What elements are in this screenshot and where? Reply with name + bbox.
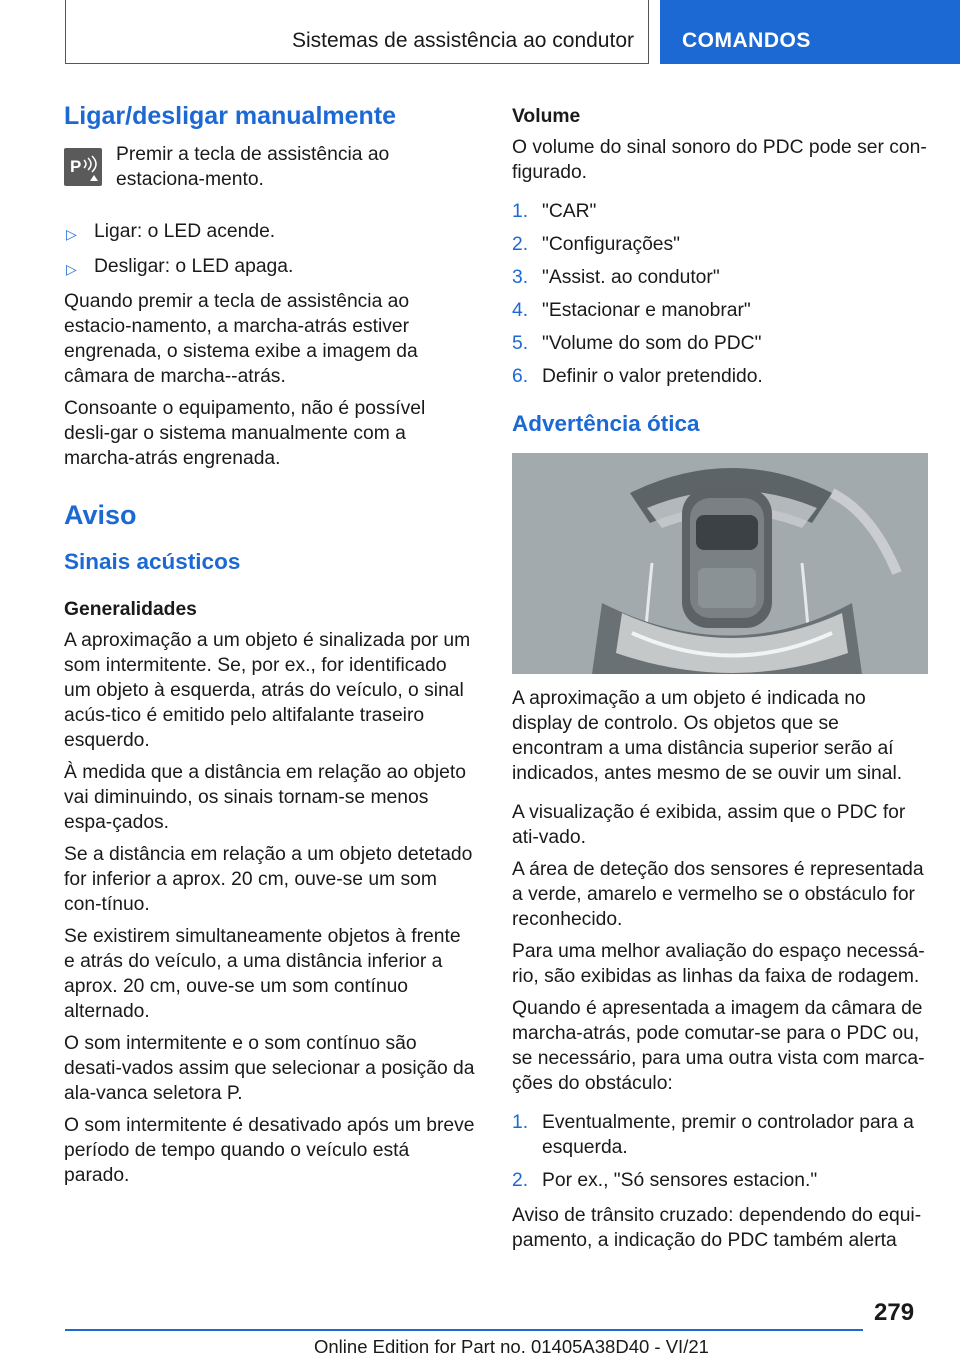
volume-steps xyxy=(512,199,928,389)
svg-text:P: P xyxy=(70,157,82,176)
led-list xyxy=(64,219,476,282)
chapter-tab-label: COMANDOS xyxy=(682,29,811,52)
list-item: 5. "Volume do som do PDC" xyxy=(512,333,762,354)
paragraph: A área de deteção dos sensores é representada a verde, amarelo e vermelho se o obstáculo for reconhecido. xyxy=(512,859,924,930)
paragraph: Se existirem simultaneamente objetos à frente e atrás do veículo, a uma distância inferior a aprox. 20 cm, ouve-se um som contínuo alternado. xyxy=(64,926,461,1022)
paragraph: A aproximação a um objeto é sinalizada por um som intermitente. Se, por ex., for identificado um objeto à esquerda, atrás do veículo, o sinal acús-tico é emitido pelo altifalante traseiro esquerdo. xyxy=(64,630,471,751)
right-column xyxy=(512,104,928,1260)
paragraph: A visualização é exibida, assim que o PDC for ati-vado. xyxy=(512,802,906,848)
list-item: 1. "CAR" xyxy=(512,201,597,222)
list-item: 4. "Estacionar e manobrar" xyxy=(512,300,751,321)
paragraph: Aviso de trânsito cruzado: dependendo do equi-pamento, a indicação do PDC também alerta xyxy=(512,1205,922,1251)
footer-divider xyxy=(65,1329,863,1331)
list-item: ▷ Desligar: o LED apaga. xyxy=(64,254,476,282)
pdc-button-icon xyxy=(64,148,102,186)
list-item: ▷ Ligar: o LED acende. xyxy=(64,219,476,247)
paragraph: O som intermitente é desativado após um breve período de tempo quando o veículo está parado. xyxy=(64,1115,475,1186)
list-item: 2. Por ex., "Só sensores estacion." xyxy=(512,1170,818,1191)
page-number: 279 xyxy=(874,1299,915,1326)
list-item: 3. "Assist. ao condutor" xyxy=(512,267,720,288)
list-item: 6. Definir o valor pretendido. xyxy=(512,366,763,387)
paragraph: Quando premir a tecla de assistência ao estacio-namento, a marcha-atrás estiver engrenada, o sistema exibe a imagem da câmara de marcha--atrás. xyxy=(64,291,418,387)
paragraph: Consoante o equipamento, não é possível desli-gar o sistema manualmente com a marcha-atrás engrenada. xyxy=(64,398,426,469)
heading-manual: Ligar/desligar manualmente xyxy=(64,102,397,130)
triangle-bullet-icon: ▷ xyxy=(66,226,77,242)
obstacle-steps xyxy=(512,1110,928,1193)
triangle-bullet-icon: ▷ xyxy=(66,261,77,277)
header-frame xyxy=(65,0,649,64)
section-title: Sistemas de assistência ao condutor xyxy=(291,29,634,52)
paragraph: Para uma melhor avaliação do espaço necessá-rio, são exibidas as linhas da faixa de rodagem. xyxy=(512,941,925,987)
heading-otica: Advertência ótica xyxy=(512,411,700,436)
heading-generalidades: Generalidades xyxy=(64,599,197,620)
heading-volume: Volume xyxy=(512,106,581,127)
list-item: 1. Eventualmente, premir o controlador para a esquerda. xyxy=(512,1112,914,1158)
pdc-instruction: Premir a tecla de assistência ao estaciona-mento. xyxy=(116,144,390,190)
pdc-display-illustration xyxy=(512,453,928,674)
paragraph: Quando é apresentada a imagem da câmara de marcha-atrás, pode comutar-se para o PDC ou, se necessário, para uma outra vista com marca-ções do obstáculo: xyxy=(512,998,925,1094)
paragraph: O som intermitente e o som contínuo são desati-vados assim que selecionar a posição da ala-vanca seletora P. xyxy=(64,1033,475,1104)
paragraph: A aproximação a um objeto é indicada no display de controlo. Os objetos que se encontram a uma distância superior serão aí indicados, antes mesmo de se ouvir um sinal. xyxy=(512,688,903,784)
list-item: 2. "Configurações" xyxy=(512,234,681,255)
pdc-button-row xyxy=(64,142,476,199)
paragraph: O volume do sinal sonoro do PDC pode ser con-figurado. xyxy=(512,137,927,183)
heading-aviso: Aviso xyxy=(64,500,137,530)
heading-sinais: Sinais acústicos xyxy=(64,549,241,574)
left-column xyxy=(64,100,476,1195)
edition-footer: Online Edition for Part no. 01405A38D40 - VI/21 xyxy=(314,1336,709,1357)
paragraph: Se a distância em relação a um objeto detetado for inferior a aprox. 20 cm, ouve-se um som con-tínuo. xyxy=(64,844,473,915)
paragraph: À medida que a distância em relação ao objeto vai diminuindo, os sinais tornam-se menos espa-çados. xyxy=(64,762,466,833)
chapter-tab[interactable] xyxy=(660,0,960,64)
